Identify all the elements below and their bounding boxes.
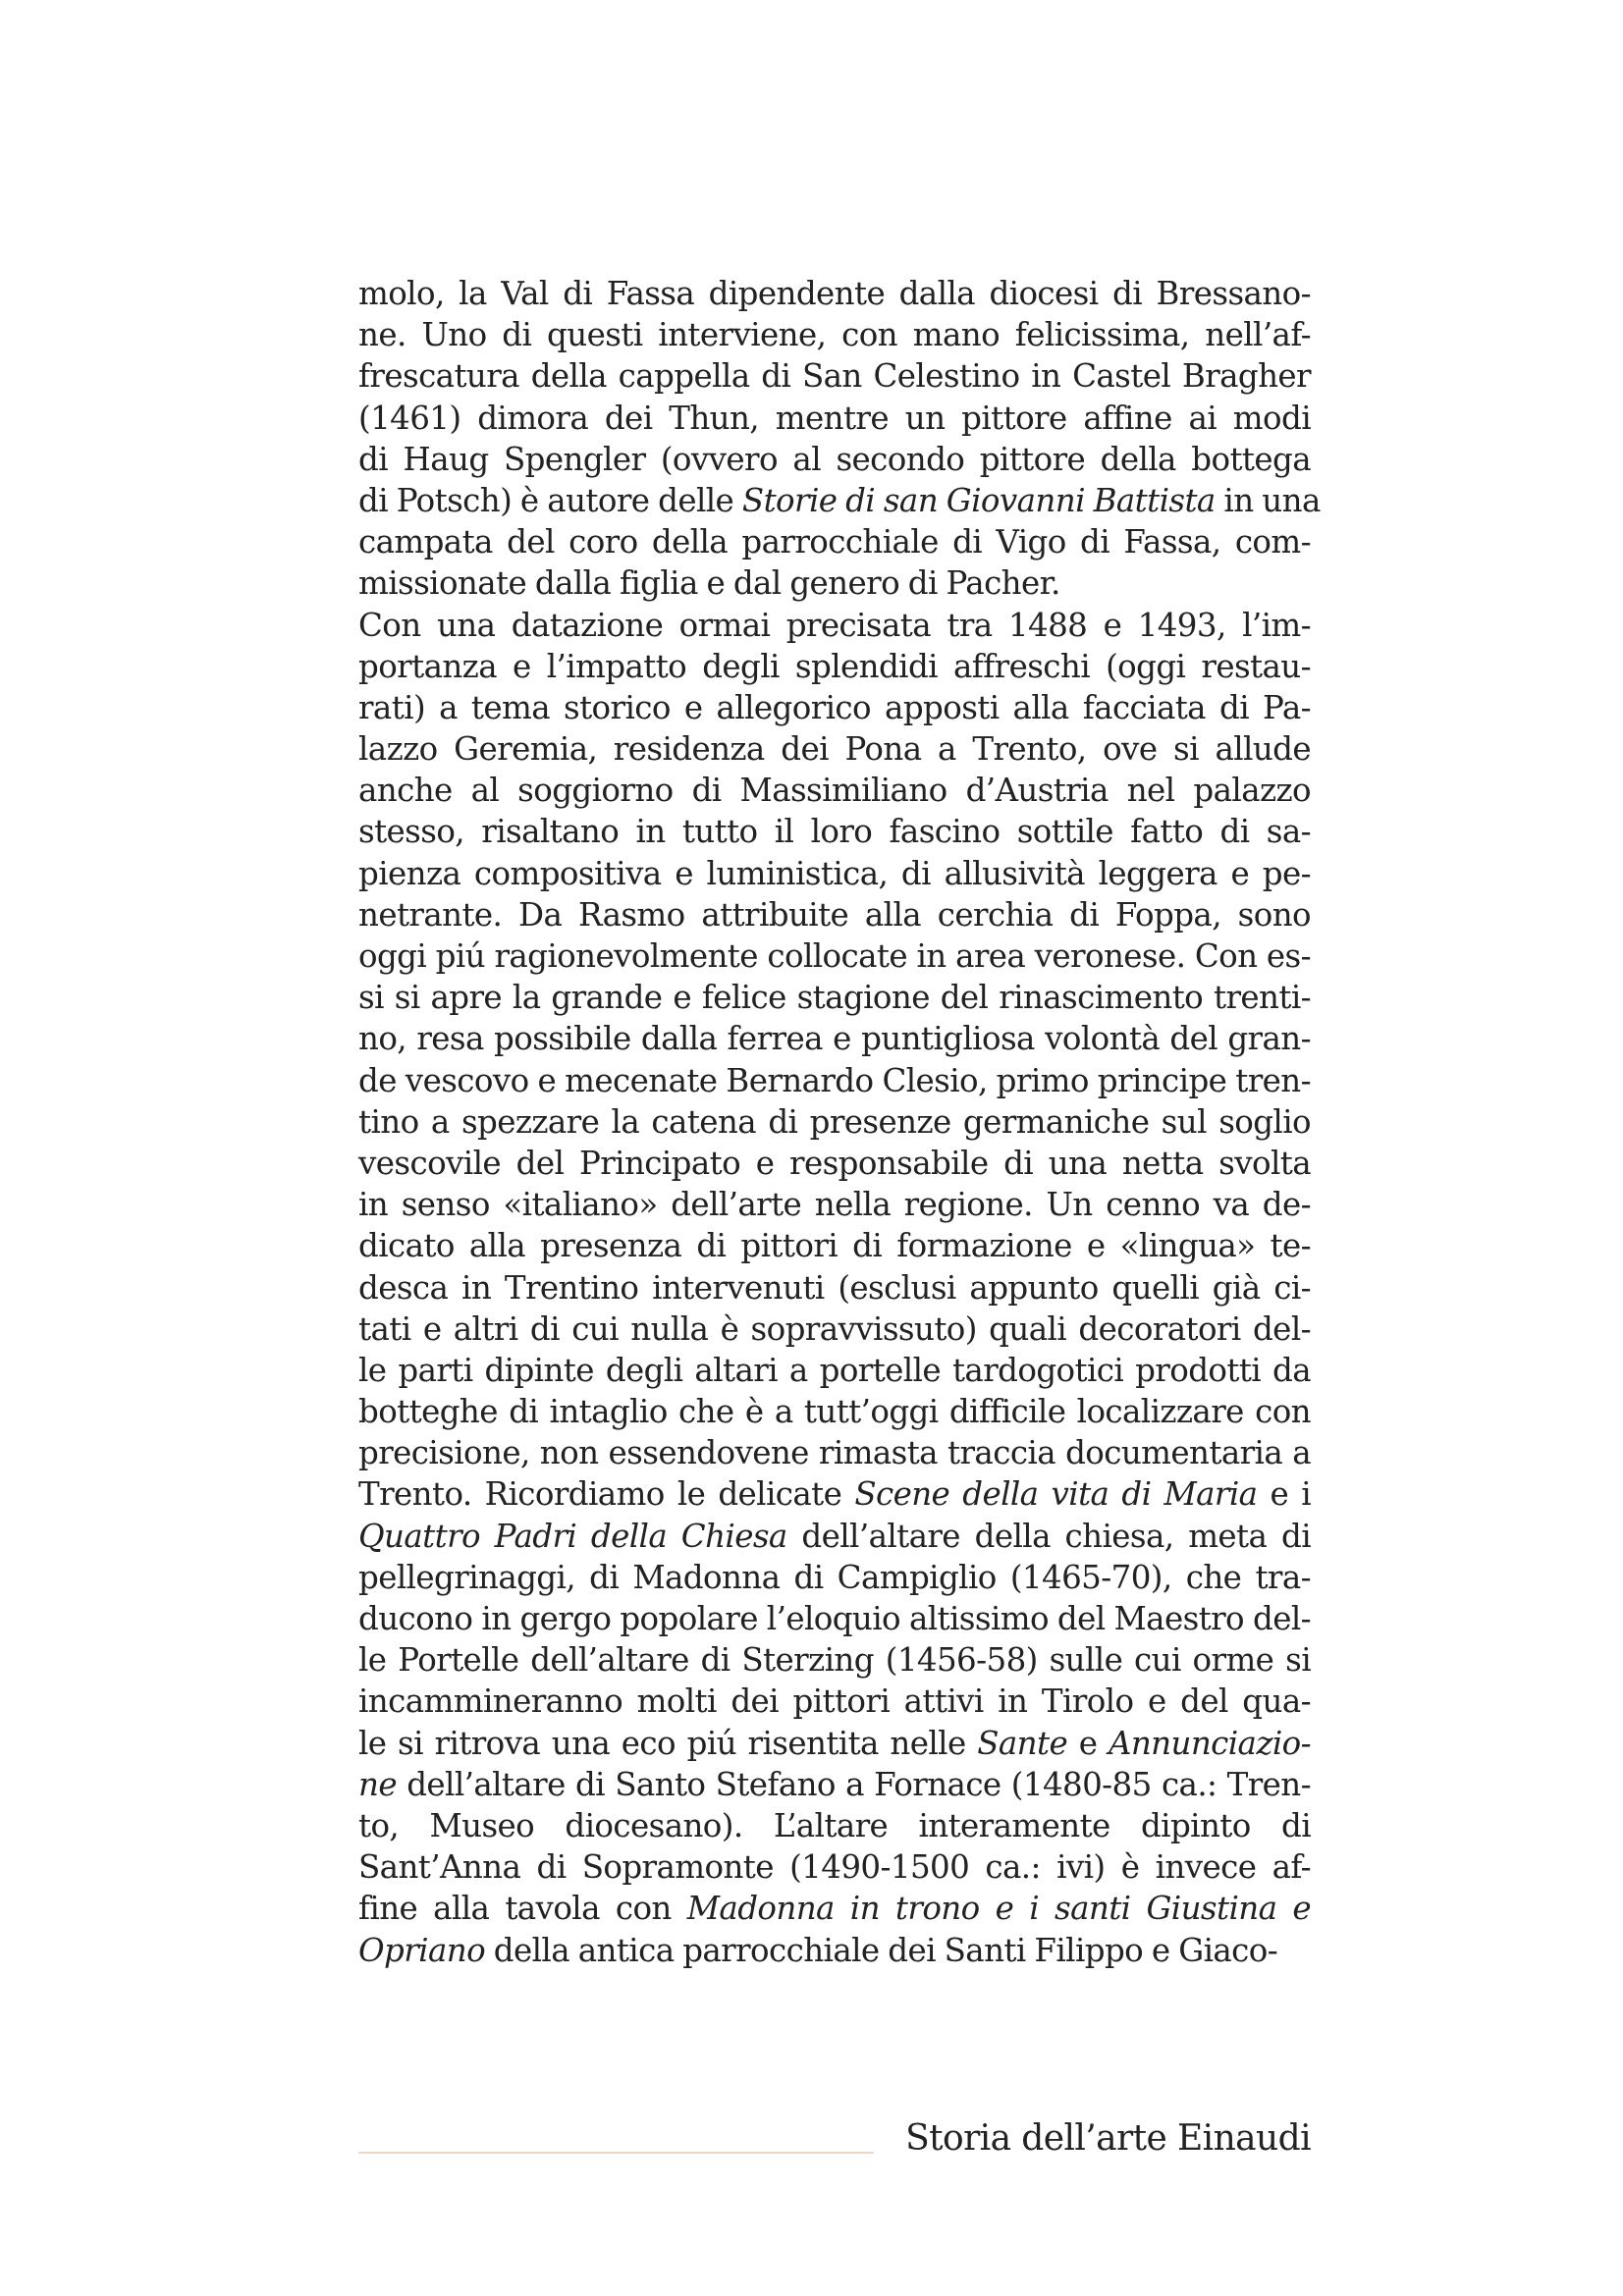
text-line <box>358 605 1311 646</box>
text-run: fine alla tavola con <box>358 1890 687 1928</box>
text-line <box>358 1225 1311 1266</box>
text-run: oggi piú ragionevolmente collocate in area veronese. Con es- <box>358 937 1311 975</box>
text-line <box>358 1391 1311 1432</box>
text-line <box>358 1143 1311 1184</box>
text-line <box>358 1681 1311 1722</box>
text-line <box>358 273 1311 314</box>
text-run: frescatura della cappella di San Celestino in Castel Bragher <box>358 357 1311 396</box>
text-run: molo, la Val di Fassa dipendente dalla diocesi di Bressano- <box>358 275 1311 312</box>
text-run: in senso «italiano» dell’arte nella regione. Un cenno va de- <box>358 1186 1311 1224</box>
italic-title: Opriano <box>358 1931 486 1969</box>
italic-title: Annunciazio- <box>1108 1724 1311 1762</box>
body-text <box>358 273 1321 1971</box>
text-line <box>358 314 1311 355</box>
text-line <box>358 646 1311 687</box>
text-line <box>358 1308 1311 1350</box>
text-run: dell’altare di Santo Stefano a Fornace (1480-85 ca.: Tren- <box>396 1765 1311 1803</box>
text-run: rati) a tema storico e allegorico apposti alla facciata di Pa- <box>358 688 1311 726</box>
paragraph <box>358 273 1321 605</box>
text-run: botteghe di intaglio che è a tutt’oggi difficile localizzare con <box>358 1393 1311 1431</box>
text-line <box>358 935 1311 977</box>
text-line <box>358 894 1311 935</box>
text-run: campata del coro della parrocchiale di Vigo di Fassa, com- <box>358 523 1311 561</box>
text-run: ducono in gergo popolare l’eloquio altissimo del Maestro del- <box>358 1600 1311 1637</box>
text-run: dicato alla presenza di pittori di formazione e «lingua» te- <box>358 1227 1311 1265</box>
text-run: missionate dalla figlia e dal genero di Pacher. <box>358 564 1060 603</box>
text-run: ne. Uno di questi interviene, con mano felicissima, nell’af- <box>358 316 1311 354</box>
text-run: stesso, risaltano in tutto il loro fascino sottile fatto di sa- <box>358 813 1311 851</box>
italic-title: ne <box>358 1765 397 1803</box>
text-line <box>358 1060 1311 1101</box>
text-run: tati e altri di cui nulla è sopravvissuto) quali decoratori del- <box>358 1309 1311 1348</box>
text-run: e i <box>1257 1475 1311 1514</box>
text-line <box>358 355 1311 397</box>
text-run: precisione, non essendovene rimasta traccia documentaria a <box>358 1434 1311 1472</box>
text-line <box>358 1888 1311 1929</box>
text-run: incammineranno molti dei pittori attivi in Tirolo e del qua- <box>358 1682 1311 1721</box>
text-run: netrante. Da Rasmo attribuite alla cerchia di Foppa, sono <box>358 895 1311 934</box>
italic-title: Quattro Padri della Chiesa <box>358 1517 787 1555</box>
text-run: dell’altare della chiesa, meta di <box>786 1517 1311 1555</box>
text-run: pienza compositiva e luministica, di allusività leggera e pe- <box>358 854 1311 892</box>
text-line <box>358 1930 1311 1971</box>
text-run: pellegrinaggi, di Madonna di Campiglio (1465-70), che tra- <box>358 1558 1311 1596</box>
text-line <box>358 1350 1311 1391</box>
footer-title: Storia dell’arte Einaudi <box>905 2118 1311 2159</box>
text-line <box>358 728 1311 770</box>
text-line <box>358 1516 1311 1557</box>
text-run: in una <box>1215 481 1321 519</box>
text-line <box>358 770 1311 811</box>
text-line <box>358 853 1311 894</box>
text-run: di Potsch) è autore delle <box>358 481 742 519</box>
text-line <box>358 1184 1311 1225</box>
text-line <box>358 811 1311 852</box>
text-run: lazzo Geremia, residenza dei Pona a Trento, ove si allude <box>358 730 1311 769</box>
text-line <box>358 1473 1311 1515</box>
text-line <box>358 562 1311 604</box>
text-run: no, resa possibile dalla ferrea e puntigliosa volontà del gran- <box>358 1020 1311 1058</box>
text-line <box>358 1764 1311 1805</box>
text-line <box>358 1805 1311 1846</box>
text-line <box>358 1018 1311 1059</box>
text-line <box>358 1432 1311 1473</box>
text-run: (1461) dimora dei Thun, mentre un pittore affine ai modi <box>358 399 1311 437</box>
text-run: anche al soggiorno di Massimiliano d’Austria nel palazzo <box>358 772 1311 810</box>
text-run: Con una datazione ormai precisata tra 1488 e 1493, l’im- <box>358 606 1311 644</box>
text-line <box>358 1598 1311 1639</box>
text-run: tino a spezzare la catena di presenze germaniche sul soglio <box>358 1102 1311 1141</box>
text-run: Trento. Ricordiamo le delicate <box>358 1475 855 1514</box>
italic-title: Storie di san Giovanni Battista <box>741 481 1216 519</box>
text-line <box>358 439 1311 480</box>
text-line <box>358 521 1311 562</box>
text-run: vescovile del Principato e responsabile di una netta svolta <box>358 1144 1311 1182</box>
text-line <box>358 1101 1311 1143</box>
text-run: le si ritrova una eco piú risentita nelle <box>358 1724 978 1762</box>
text-run: di Haug Spengler (ovvero al secondo pittore della bottega <box>358 440 1311 478</box>
italic-title: Scene della vita di Maria <box>854 1475 1258 1514</box>
paragraph <box>358 605 1311 1971</box>
text-line <box>358 1723 1311 1764</box>
text-line <box>358 1639 1311 1681</box>
text-run: portanza e l’impatto degli splendidi affreschi (oggi restau- <box>358 647 1311 685</box>
text-run: le parti dipinte degli altari a portelle tardogotici prodotti da <box>358 1351 1311 1389</box>
text-line <box>358 687 1311 728</box>
italic-title: Sante <box>977 1724 1068 1762</box>
text-run: e <box>1067 1724 1109 1762</box>
text-line <box>358 1557 1311 1598</box>
text-run: della antica parrocchiale dei Santi Filippo e Giaco- <box>485 1931 1278 1969</box>
text-run: to, Museo diocesano). L’altare interamente dipinto di <box>358 1806 1311 1844</box>
text-line <box>358 398 1311 439</box>
text-line <box>358 1846 1311 1888</box>
text-run: le Portelle dell’altare di Sterzing (1456-58) sulle cui orme si <box>358 1641 1311 1680</box>
text-run: de vescovo e mecenate Bernardo Clesio, primo principe tren- <box>358 1061 1311 1099</box>
text-line <box>358 1267 1311 1308</box>
footer-rule <box>358 2152 874 2154</box>
text-run: Sant’Anna di Sopramonte (1490-1500 ca.: ivi) è invece af- <box>358 1848 1311 1887</box>
text-run: si si apre la grande e felice stagione del rinascimento trenti- <box>358 979 1311 1017</box>
italic-title: Madonna in trono e i santi Giustina e <box>686 1890 1311 1928</box>
text-line <box>358 977 1311 1018</box>
text-line <box>358 480 1321 521</box>
text-run: desca in Trentino intervenuti (esclusi appunto quelli già ci- <box>358 1268 1311 1307</box>
